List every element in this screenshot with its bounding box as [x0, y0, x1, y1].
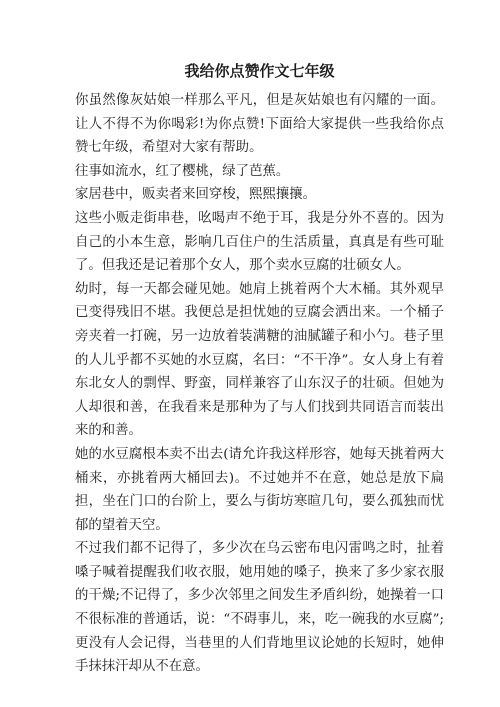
paragraph-5: 她的水豆腐根本卖不出去(请允许我这样形容，她每天挑着两大桶来，亦挑着两大桶回去)。不过她并不在意，她总是放下扁担，坐在门口的台阶上，要么与街坊寒暄几句，要么孤独而忧郁的望着天空。 [75, 446, 444, 533]
paragraph-2: 家居巷中，贩卖者来回穿梭，熙熙攘攘。 [75, 187, 317, 203]
document-title: 我给你点赞作文七年级 [184, 62, 335, 80]
paragraph-intro: 你虽然像灰姑娘一样那么平凡，但是灰姑娘也有闪耀的一面。让人不得不为你喝彩!为你点赞!下面给大家提供一些我给你点赞七年级，希望对大家有帮助。 [75, 93, 444, 156]
paragraph-4: 幼时，每一天都会碰见她。她肩上挑着两个大木桶。其外观早已变得残旧不堪。我便总是担忧她的豆腐会洒出来。一个桶子旁夹着一打碗，另一边放着装满糖的油腻罐子和小勺。巷子里的人儿乎都不买她的水豆腐，名曰：“不干净”。女人身上有着东北女人的剽悍、野蛮，同样兼容了山东汉子的壮硕。但她为人却很和善，在我看来是那种为了与人们找到共同语言而装出来的和善。 [75, 281, 444, 439]
paragraph-1: 往事如流水，红了樱桃，绿了芭蕉。 [75, 163, 290, 179]
paragraph-3: 这些小贩走街串巷，吆喝声不绝于耳，我是分外不喜的。因为自己的小本生意，影响几百住户的生活质量，真真是有些可耻了。但我还是记着那个女人，那个卖水豆腐的壮硕女人。 [75, 210, 444, 274]
paragraph-6: 不过我们都不记得了，多少次在乌云密布电闪雷鸣之时，扯着嗓子喊着提醒我们收衣服，她用她的嗓子，换来了多少家衣服的干燥;不记得了，多少次邻里之间发生矛盾纠纷，她操着一口不很标准的普通话，说：“不碍事儿，来，吃一碗我的水豆腐”;更没有人会记得，当巷里的人们背地里议论她的长短时，她伸手抹抹汗却从不在意。 [75, 541, 444, 675]
